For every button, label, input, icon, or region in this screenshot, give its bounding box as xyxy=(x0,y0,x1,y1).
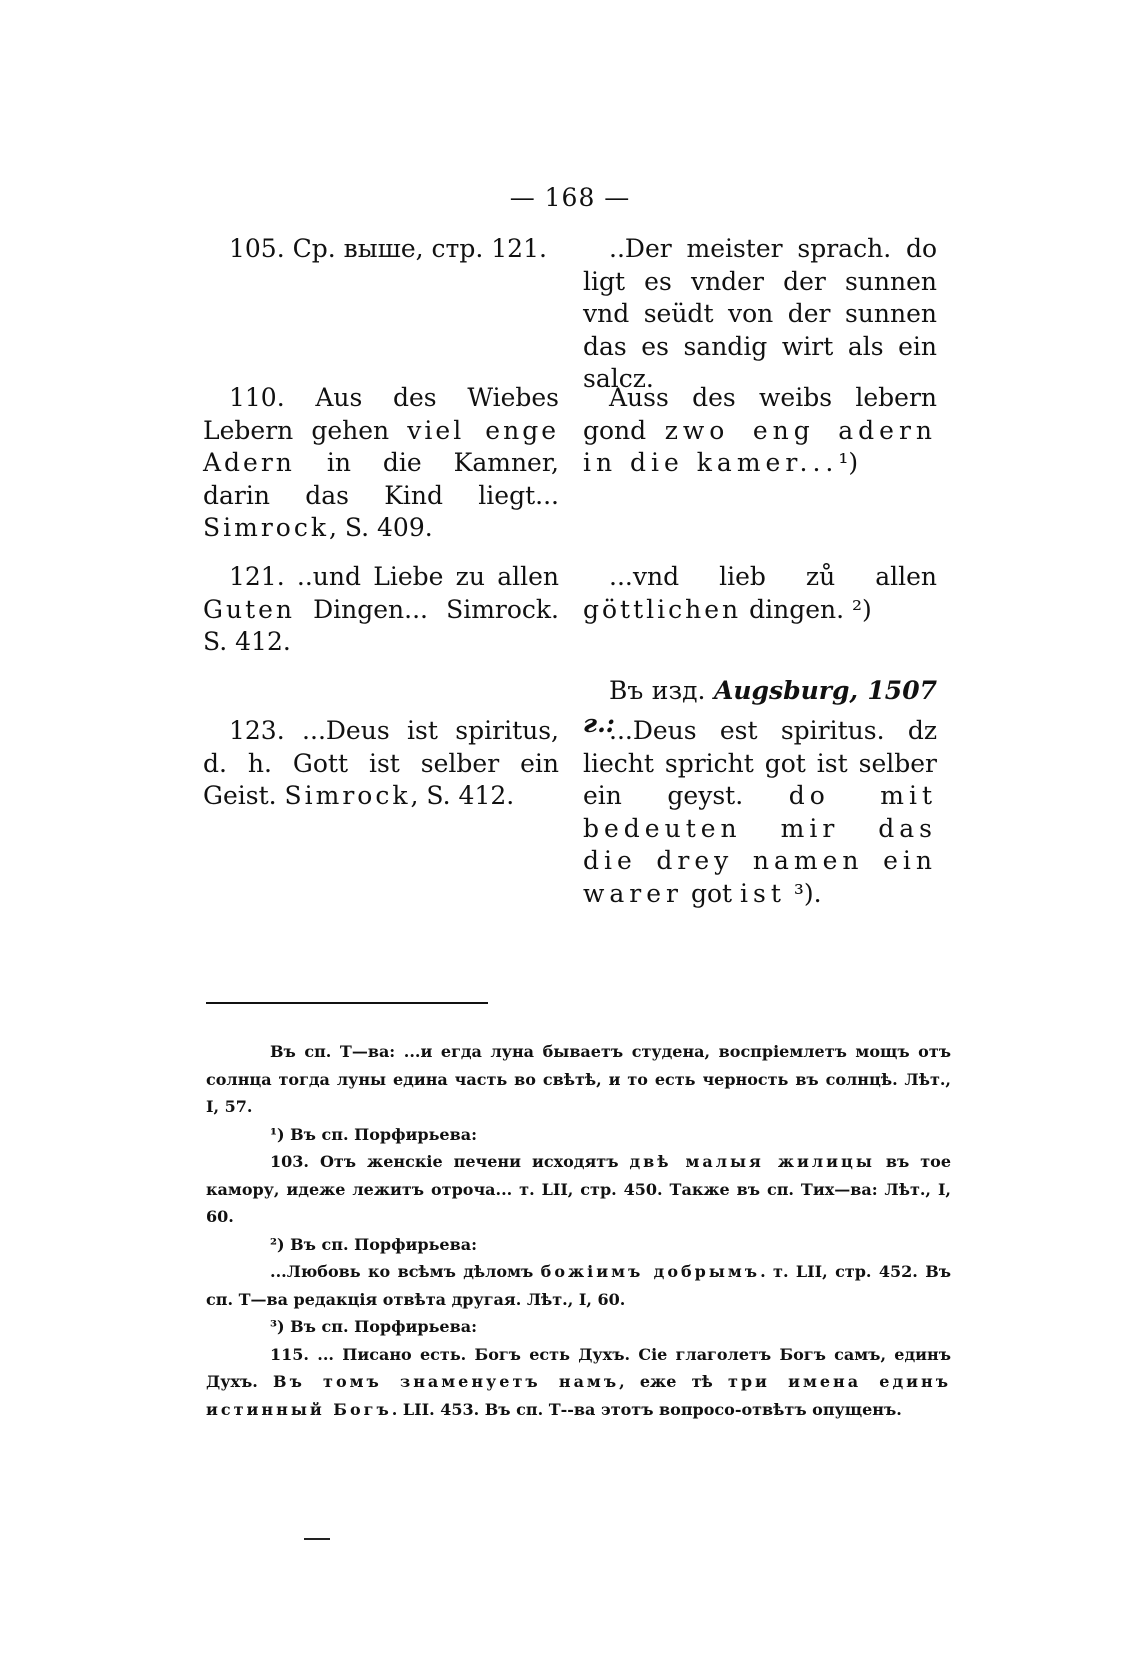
entry-121-left xyxy=(203,561,559,659)
footnote-2-part: . т. LII, стр. 452. Въ сп. Т—ва редакція отвѣта другая. Лѣт., I, 60. xyxy=(206,1262,952,1309)
page-number: — 168 — xyxy=(509,183,631,212)
footnote-2-spaced: божіимъ добрымъ xyxy=(540,1262,761,1281)
footnotes xyxy=(206,1038,951,1423)
footnote-intro: Въ сп. Т—ва: ...и егда луна бываетъ студена, воспріемлетъ мощъ отъ солнца тогда луны едина часть во свѣтѣ, и то есть черность въ солнцѣ. Лѣт., I, 57. xyxy=(206,1042,951,1116)
footnote-1-spaced: двѣ малыя жилицы xyxy=(629,1152,875,1171)
entry-105-right xyxy=(583,233,937,396)
entry-121-right-part: dingen. xyxy=(741,594,852,624)
entry-110-left-part: 110. Aus des Wiebes Lebern gehen xyxy=(203,383,559,445)
entry-123-left-part: 123. ...Deus ist spiritus, d. h. Gott ist selber ein Geist. xyxy=(203,716,559,810)
entry-110-left-part: , S. 409. xyxy=(328,513,433,542)
entry-105-right-text: ..Der meister sprach. do ligt es vnder der sunnen vnd seüdt von der sunnen das es sandig wirt als ein salcz. xyxy=(583,234,937,393)
footnote-rule xyxy=(206,1002,488,1004)
entry-121-right-part: ...vnd lieb zů allen xyxy=(609,562,937,591)
footnote-3-head: ³) Въ сп. Порфирьева: xyxy=(270,1317,477,1336)
entry-123-right-text xyxy=(583,715,937,910)
entry-105-left xyxy=(203,233,559,266)
entry-123-left xyxy=(203,715,559,813)
edition-note-source: Augsburg, 1507 г.: xyxy=(583,676,937,738)
entry-123-left-author: Simrock xyxy=(284,781,411,810)
footnote-3-part: . LII. 453. Въ сп. Т--ва этотъ вопросо-отвѣтъ опущенъ. xyxy=(391,1399,902,1419)
footnote-ref-3: ³). xyxy=(785,878,822,908)
entry-110-left xyxy=(203,382,559,545)
entry-110-right-part: Auss des weibs lebern gond xyxy=(583,383,937,445)
entry-123-left-part: , S. 412. xyxy=(410,781,515,810)
entry-123-right-part: got xyxy=(683,878,740,908)
footnote-1-part: въ тое камору, идеже лежитъ отроча... т. LII, стр. 450. Также въ сп. Тих—ва: Лѣт., I, 60. xyxy=(206,1152,952,1226)
footnote-3-spaced: три имена единъ истинный Богъ xyxy=(206,1372,952,1419)
footnote-1-part: 103. Отъ женскіе печени исходятъ xyxy=(270,1152,630,1171)
edition-note-prefix: Въ изд. xyxy=(609,676,714,705)
entry-105-left-text: 105. Ср. выше, стр. 121. xyxy=(229,234,547,263)
entry-121-left-text xyxy=(203,561,559,659)
footnote-3-spaced: Въ томъ знаменуетъ намъ xyxy=(273,1372,620,1391)
footnote-2-text xyxy=(206,1258,951,1313)
footnote-3-text xyxy=(206,1341,951,1424)
entry-121-left-spaced: Guten xyxy=(203,594,296,624)
entry-123-right xyxy=(583,715,937,910)
entry-110-left-text xyxy=(203,382,559,545)
footnote-1-text xyxy=(206,1148,951,1231)
entry-123-right-spaced: ist xyxy=(740,878,786,908)
footnote-ref-1: ¹) xyxy=(838,448,859,477)
entry-110-left-spaced: viel enge Adern xyxy=(203,415,559,477)
footnote-2-head: ²) Въ сп. Порфирьева: xyxy=(270,1234,477,1254)
entry-110-left-part: in die Kamner, darin das Kind liegt... xyxy=(203,448,559,510)
footnote-2-part: ...Любовь ко всѣмъ дѣломъ xyxy=(270,1262,541,1281)
entry-121-right-spaced: göttlichen xyxy=(583,594,742,624)
footnote-3-part: , еже тѣ xyxy=(619,1372,728,1391)
entry-121-right xyxy=(583,561,937,626)
entry-121-right-text xyxy=(583,561,937,626)
footnote-3-part: 115. ... Писано есть. Богъ есть Духъ. Сіе глаголетъ Богъ самъ, единъ Духъ. xyxy=(206,1344,951,1391)
entry-121-left-part: 121. ..und Liebe zu allen xyxy=(229,562,559,591)
footnote-1-head: ¹) Въ сп. Порфирьева: xyxy=(270,1124,477,1144)
entry-110-left-author: Simrock xyxy=(203,513,329,542)
entry-110-right-spaced: zwo eng adern in die kamer... xyxy=(583,415,938,477)
entry-110-right-text xyxy=(583,382,937,480)
entry-123-right-spaced: do mit bedeuten mir das die drey namen ein warer xyxy=(583,781,938,908)
entry-123-left-text xyxy=(203,715,559,813)
entry-123-right-part: ...Deus est spiritus. dz liecht spricht got ist selber ein geyst. xyxy=(583,716,937,810)
entry-121-left-part: Dingen... Simrock. S. 412. xyxy=(203,594,559,656)
stray-ink-mark xyxy=(304,1538,330,1540)
entry-110-right xyxy=(583,382,937,480)
footnote-ref-2: ²) xyxy=(851,594,872,624)
